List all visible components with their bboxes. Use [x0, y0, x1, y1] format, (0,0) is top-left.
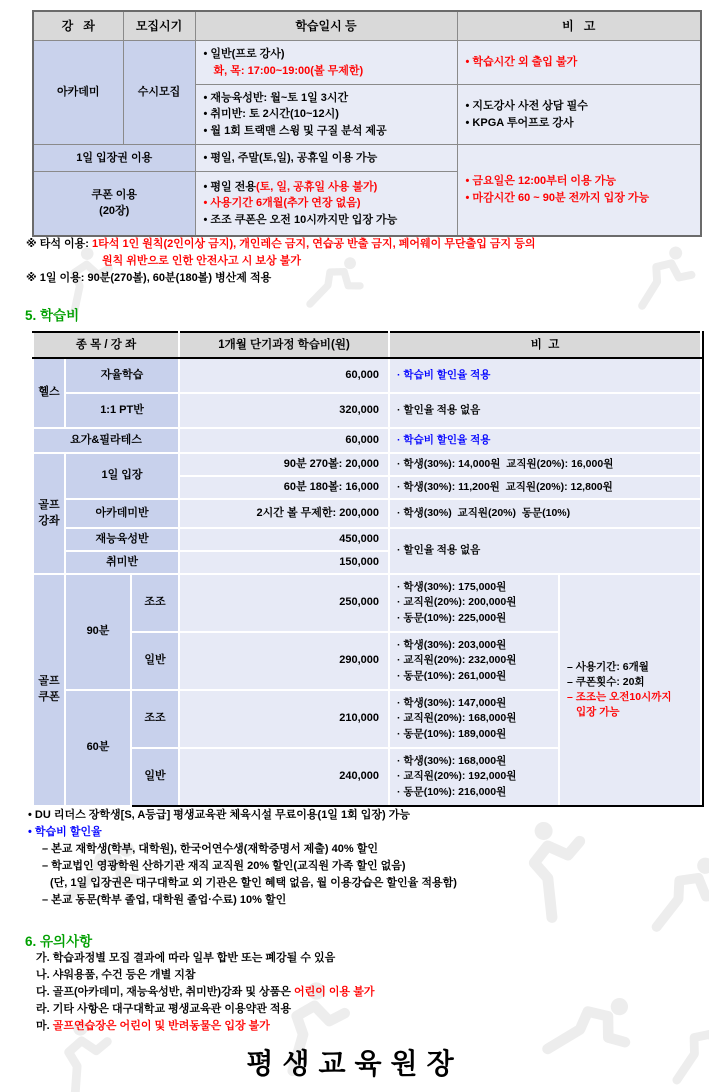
fee-row [33, 428, 701, 453]
schedule-line-red: • 사용기간 6개월(추가 연장 없음) [203, 197, 361, 209]
cell-fee: 60,000 [179, 428, 389, 453]
cell-fee: 210,000 [179, 690, 389, 748]
schedule-line: • 재능육성반: 월~토 1일 3시간 [203, 91, 349, 104]
col-header-remark: 비 고 [457, 11, 701, 41]
discount-line: · 학생(30%): 168,000원 [397, 755, 507, 768]
caution-item-ra: 라. 기타 사항은 대구대학교 평생교육관 이용약관 적용 [36, 1003, 292, 1015]
fee-row [33, 574, 701, 632]
discount-rate-heading: • 학습비 할인율 [28, 826, 102, 838]
discount-line: · 교직원(20%): 168,000원 [397, 712, 517, 725]
fee-col-header-item: 종 목 / 강 좌 [33, 332, 179, 358]
discount-line: · 교직원(20%): 232,000원 [397, 654, 517, 667]
discount-line: · 동문(10%): 189,000원 [397, 727, 507, 740]
cell-item-name: 1일 입장 [65, 453, 179, 499]
note-taseok-line2: 원칙 위반으로 인한 안전사고 시 보상 불가 [102, 255, 301, 267]
discount-line: · 동문(10%): 225,000원 [397, 611, 507, 624]
schedule-line-red: 화, 목: 17:00~19:00(볼 무제한) [213, 64, 364, 77]
note-line-red: • 마감시간 60 ~ 90분 전까지 입장 가능 [465, 191, 650, 204]
cell-fee: 60,000 [179, 358, 389, 393]
cell-fee: 150,000 [179, 551, 389, 574]
text-black: 마. [36, 1020, 53, 1032]
note-taseok [26, 236, 535, 253]
note-line-red: • 금요일은 12:00부터 이용 가능 [465, 175, 616, 188]
cell-duration-60: 60분 [65, 690, 131, 806]
table-row [33, 41, 701, 85]
fee-col-header-fee: 1개월 단기과정 학습비(원) [179, 332, 389, 358]
schedule-line: • 월 1회 트랙맨 스윙 및 구질 분석 제공 [203, 124, 387, 137]
cell-fee: 250,000 [179, 574, 389, 632]
cell-fee: 60분 180볼: 16,000 [179, 476, 389, 499]
fee-header-row [33, 332, 701, 358]
cell-fee: 90분 270볼: 20,000 [179, 453, 389, 476]
cell-group-golf-coupon [33, 574, 65, 806]
group-label-line: 강좌 [38, 514, 60, 527]
fee-row [33, 358, 701, 393]
text-red: (토, 일, 공휴일 사용 불가) [255, 180, 378, 193]
discount-line: · 학생(30%): 203,000원 [397, 639, 507, 652]
fee-row [33, 393, 701, 428]
cell-discount-list [389, 748, 559, 806]
cell-remark: · 할인율 적용 없음 [389, 393, 701, 428]
athlete-silhouette-icon [621, 237, 702, 318]
note-label: ※ 1일 이용: [26, 272, 85, 284]
col-header-course: 강 좌 [33, 11, 123, 41]
text-red: 골프연습장은 어린이 및 반려동물은 입장 불가 [52, 1020, 270, 1032]
cell-coupon-schedule [195, 172, 457, 236]
schedule-line: • 취미반: 토 2시간(10~12시) [203, 108, 339, 121]
schedule-line: • 조조 쿠폰은 오전 10시까지만 입장 가능 [203, 213, 398, 226]
athlete-silhouette-icon [482, 802, 619, 939]
text-red: 어린이 이용 불가 [293, 986, 375, 998]
du-leaders-note: • DU 리더스 장학생[S, A등급] 평생교육관 체육시설 무료이용(1일 1회 입장) 가능 [28, 809, 411, 821]
cell-discount-list [389, 690, 559, 748]
note-oneday [26, 270, 535, 287]
note-red-text: 1타석 1인 원칙(2인이상 금지), 개인레슨 금지, 연습공 반출 금지, 페어웨이 무단출입 금지 등의 [92, 238, 536, 250]
side-note-line-red: 입장 가능 [576, 706, 620, 719]
caution-item-na: 나. 샤워용품, 수건 등은 개별 지참 [36, 969, 196, 981]
table-row [33, 145, 701, 172]
col-header-recruit: 모집시기 [123, 11, 195, 41]
section5-heading: 5. 학습비 [25, 308, 80, 323]
discount-item: – 본교 재학생(학부, 대학원), 한국어연수생(재학증명서 제출) 40% 할인 [42, 843, 378, 855]
schedule-table [32, 10, 702, 237]
cell-remark: · 할인율 적용 없음 [389, 528, 701, 574]
group-label-line: 골프 [38, 675, 60, 688]
discount-line: · 동문(10%): 261,000원 [397, 669, 507, 682]
caution-list [36, 950, 374, 1035]
cell-daypass-schedule: • 평일, 주말(토,일), 공휴일 이용 가능 [195, 145, 457, 172]
cell-item-name: 1:1 PT반 [65, 393, 179, 428]
cell-item-name: 아카데미반 [65, 499, 179, 528]
cell-group-health: 헬스 [33, 358, 65, 428]
note-line: • 지도강사 사전 상담 필수 [465, 100, 588, 112]
discount-item-sub: (단, 1일 입장권은 대구대학교 외 기관은 할인 혜택 없음, 월 이용강습은 할인율 적용함) [50, 877, 457, 889]
cell-recruit-period: 수시모집 [123, 41, 195, 145]
cell-fee: 320,000 [179, 393, 389, 428]
cell-course-academy: 아카데미 [33, 41, 123, 145]
cell-remark-blue: · 학습비 할인율 적용 [389, 428, 701, 453]
cell-duration-90: 90분 [65, 574, 131, 690]
cell-remark: · 학생(30%) 교직원(20%) 동문(10%) [389, 499, 701, 528]
cell-type: 조조 [131, 690, 179, 748]
caution-item-da [36, 984, 374, 1001]
cell-fee: 450,000 [179, 528, 389, 551]
coupon-label-line: (20장) [99, 205, 130, 218]
schedule-line [204, 179, 449, 196]
fee-table-wrap [32, 331, 704, 807]
cell-fee: 290,000 [179, 632, 389, 690]
coupon-label-line: 쿠폰 이용 [91, 188, 138, 201]
discount-line: · 학생(30%): 175,000원 [397, 581, 507, 594]
note-label: ※ 타석 이용: [26, 238, 89, 250]
text-black: 다. 골프(아카데미, 재능육성반, 취미반)강좌 및 상품은 [36, 986, 294, 998]
section6-heading: 6. 유의사항 [25, 934, 93, 949]
cell-remark: · 학생(30%): 11,200원 교직원(20%): 12,800원 [389, 476, 701, 499]
discount-item: – 학교법인 영광학원 산하기관 재직 교직원 20% 할인(교직원 가족 할인 없음) [42, 860, 406, 872]
cell-type: 일반 [131, 632, 179, 690]
cell-type: 일반 [131, 748, 179, 806]
cell-academy-schedule-1 [195, 41, 457, 85]
side-note-line: – 쿠폰횟수: 20회 [567, 675, 645, 688]
cell-daypass-coupon-note [457, 145, 701, 236]
cell-fee: 240,000 [179, 748, 389, 806]
cell-academy-note-2 [457, 85, 701, 145]
table-header-row [33, 11, 701, 41]
text-black: • 평일 전용 [203, 180, 256, 193]
cell-course-coupon [33, 172, 195, 236]
fee-row [33, 453, 701, 476]
discount-line: · 학생(30%): 147,000원 [397, 697, 507, 710]
caution-item-ga: 가. 학습과정별 모집 결과에 따라 일부 합반 또는 폐강될 수 있음 [36, 952, 336, 964]
discount-item: – 본교 동문(학부 졸업, 대학원 졸업·수료) 10% 할인 [42, 894, 287, 906]
fee-col-header-remark: 비 고 [389, 332, 701, 358]
schedule-line: • 일반(프로 강사) [203, 48, 285, 60]
discount-line: · 교직원(20%): 192,000원 [397, 770, 517, 783]
fee-row [33, 528, 701, 551]
cell-remark: · 학생(30%): 14,000원 교직원(20%): 16,000원 [389, 453, 701, 476]
cell-item-name: 재능육성반 [65, 528, 179, 551]
signature-title: 평생교육원장 [246, 1049, 463, 1080]
cell-course-daypass: 1일 입장권 이용 [33, 145, 195, 172]
discount-line: · 동문(10%): 216,000원 [397, 785, 507, 798]
cell-item-name: 취미반 [65, 551, 179, 574]
side-note-line: – 사용기간: 6개월 [567, 660, 649, 673]
cell-type: 조조 [131, 574, 179, 632]
group-label-line: 쿠폰 [38, 691, 60, 703]
cell-group-golf-course [33, 453, 65, 574]
side-note-line-red: – 조조는 오전10시까지 [567, 691, 672, 703]
fee-table [32, 331, 702, 807]
note-line: • KPGA 투어프로 강사 [465, 116, 574, 129]
cell-discount-list [389, 632, 559, 690]
cell-academy-schedule-2 [195, 85, 457, 145]
discount-line: · 교직원(20%): 200,000원 [397, 596, 517, 609]
col-header-schedule: 학습일시 등 [195, 11, 457, 41]
cell-remark-blue: · 학습비 할인율 적용 [389, 358, 701, 393]
cell-fee: 2시간 볼 무제한: 200,000 [179, 499, 389, 528]
cell-item-name: 자율학습 [65, 358, 179, 393]
cell-coupon-side-note [559, 574, 701, 806]
caution-item-ma [36, 1018, 374, 1035]
cell-item-name: 요가&필라테스 [33, 428, 179, 453]
cell-discount-list [389, 574, 559, 632]
discount-notes [28, 807, 457, 909]
fee-row [33, 499, 701, 528]
usage-notes [26, 236, 535, 287]
cell-academy-note-1: • 학습시간 외 출입 불가 [457, 41, 701, 85]
athlete-silhouette-icon [630, 840, 709, 949]
group-label-line: 골프 [38, 498, 60, 511]
note-text: 90분(270볼), 60분(180볼) 병산제 적용 [87, 272, 272, 284]
